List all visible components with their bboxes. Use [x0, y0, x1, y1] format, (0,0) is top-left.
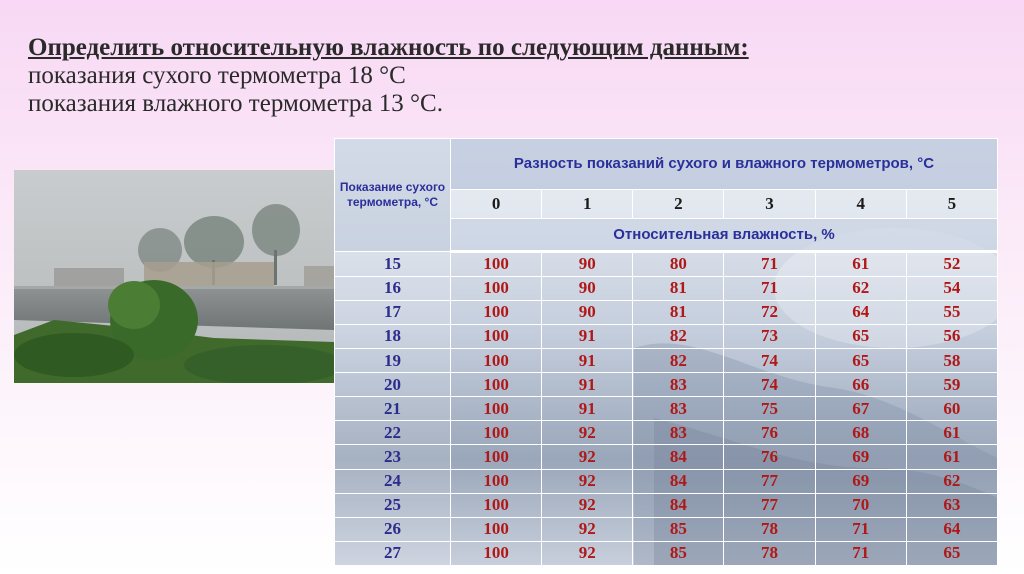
humidity-value-cell: 69: [815, 469, 906, 493]
humidity-value-cell: 68: [815, 421, 906, 445]
table-row: [335, 517, 998, 541]
humidity-value-cell: 90: [542, 251, 633, 276]
wet-thermometer-reading: показания влажного термометра 13 °С.: [28, 90, 443, 117]
humidity-value-cell: 80: [633, 251, 724, 276]
humidity-value-cell: 56: [906, 324, 997, 348]
difference-header: Разность показаний сухого и влажного термометров, °С: [451, 139, 998, 190]
humidity-value-cell: 77: [724, 469, 815, 493]
humidity-value-cell: 81: [633, 276, 724, 300]
humidity-value-cell: 59: [906, 373, 997, 397]
dry-temperature-cell: 15: [335, 251, 451, 276]
humidity-value-cell: 100: [451, 373, 542, 397]
humidity-value-cell: 74: [724, 373, 815, 397]
diff-value-1: 1: [542, 190, 633, 219]
humidity-value-cell: 61: [906, 421, 997, 445]
humidity-value-cell: 63: [906, 493, 997, 517]
humidity-value-cell: 100: [451, 276, 542, 300]
humidity-value-cell: 100: [451, 445, 542, 469]
humidity-value-cell: 65: [815, 348, 906, 372]
humidity-value-cell: 82: [633, 324, 724, 348]
humidity-value-cell: 74: [724, 348, 815, 372]
humidity-value-cell: 100: [451, 348, 542, 372]
humidity-value-cell: 100: [451, 541, 542, 565]
humidity-value-cell: 83: [633, 397, 724, 421]
humidity-value-cell: 92: [542, 493, 633, 517]
humidity-value-cell: 60: [906, 397, 997, 421]
humidity-value-cell: 71: [815, 517, 906, 541]
humidity-value-cell: 100: [451, 324, 542, 348]
humidity-value-cell: 62: [815, 276, 906, 300]
humidity-value-cell: 65: [815, 324, 906, 348]
humidity-value-cell: 100: [451, 300, 542, 324]
dry-temperature-cell: 17: [335, 300, 451, 324]
humidity-value-cell: 92: [542, 517, 633, 541]
diff-value-0: 0: [451, 190, 542, 219]
humidity-value-cell: 91: [542, 397, 633, 421]
humidity-value-cell: 92: [542, 421, 633, 445]
table-row: [335, 276, 998, 300]
humidity-value-cell: 66: [815, 373, 906, 397]
humidity-value-cell: 83: [633, 373, 724, 397]
humidity-value-cell: 54: [906, 276, 997, 300]
dry-temperature-cell: 25: [335, 493, 451, 517]
dry-temperature-cell: 27: [335, 541, 451, 565]
dry-temperature-cell: 18: [335, 324, 451, 348]
humidity-value-cell: 65: [906, 541, 997, 565]
humidity-value-cell: 61: [815, 251, 906, 276]
humidity-value-cell: 100: [451, 517, 542, 541]
humidity-value-cell: 71: [815, 541, 906, 565]
dry-thermometer-header: Показание сухого термометра, °С: [335, 139, 451, 252]
humidity-value-cell: 75: [724, 397, 815, 421]
humidity-value-cell: 84: [633, 469, 724, 493]
dry-temperature-cell: 24: [335, 469, 451, 493]
humidity-value-cell: 71: [724, 276, 815, 300]
diff-value-4: 4: [815, 190, 906, 219]
table-row: [335, 541, 998, 565]
humidity-value-cell: 62: [906, 469, 997, 493]
humidity-value-cell: 52: [906, 251, 997, 276]
relative-humidity-header: Относительная влажность, %: [451, 219, 998, 251]
diff-value-5: 5: [906, 190, 997, 219]
table-row: [335, 348, 998, 372]
dry-temperature-cell: 20: [335, 373, 451, 397]
humidity-value-cell: 71: [724, 251, 815, 276]
humidity-value-cell: 70: [815, 493, 906, 517]
table-row: [335, 397, 998, 421]
humidity-value-cell: 100: [451, 493, 542, 517]
dry-thermometer-reading: показания сухого термометра 18 °С: [28, 62, 406, 89]
humidity-value-cell: 77: [724, 493, 815, 517]
foggy-landscape-image: [14, 170, 334, 383]
humidity-value-cell: 100: [451, 251, 542, 276]
humidity-value-cell: 72: [724, 300, 815, 324]
humidity-value-cell: 73: [724, 324, 815, 348]
table-row: [335, 445, 998, 469]
dry-temperature-cell: 21: [335, 397, 451, 421]
humidity-value-cell: 92: [542, 445, 633, 469]
humidity-value-cell: 78: [724, 517, 815, 541]
humidity-value-cell: 84: [633, 445, 724, 469]
humidity-value-cell: 83: [633, 421, 724, 445]
diff-value-3: 3: [724, 190, 815, 219]
humidity-value-cell: 55: [906, 300, 997, 324]
diff-value-2: 2: [633, 190, 724, 219]
humidity-value-cell: 82: [633, 348, 724, 372]
humidity-value-cell: 92: [542, 469, 633, 493]
humidity-value-cell: 100: [451, 421, 542, 445]
task-text: [28, 34, 988, 118]
humidity-value-cell: 64: [815, 300, 906, 324]
humidity-value-cell: 91: [542, 373, 633, 397]
humidity-value-cell: 64: [906, 517, 997, 541]
dry-temperature-cell: 22: [335, 421, 451, 445]
humidity-value-cell: 67: [815, 397, 906, 421]
humidity-value-cell: 92: [542, 541, 633, 565]
humidity-table: [334, 138, 998, 566]
humidity-value-cell: 85: [633, 517, 724, 541]
humidity-value-cell: 91: [542, 324, 633, 348]
humidity-value-cell: 69: [815, 445, 906, 469]
dry-temperature-cell: 16: [335, 276, 451, 300]
table-row: [335, 251, 998, 276]
humidity-value-cell: 78: [724, 541, 815, 565]
dry-temperature-cell: 19: [335, 348, 451, 372]
humidity-value-cell: 58: [906, 348, 997, 372]
humidity-value-cell: 81: [633, 300, 724, 324]
humidity-value-cell: 61: [906, 445, 997, 469]
table-row: [335, 373, 998, 397]
dry-temperature-cell: 23: [335, 445, 451, 469]
table-row: [335, 469, 998, 493]
humidity-value-cell: 84: [633, 493, 724, 517]
table-row: [335, 300, 998, 324]
humidity-value-cell: 76: [724, 421, 815, 445]
table-row: [335, 493, 998, 517]
task-title: Определить относительную влажность по следующим данным:: [28, 34, 749, 61]
table-row: [335, 324, 998, 348]
table-row: [335, 421, 998, 445]
dry-temperature-cell: 26: [335, 517, 451, 541]
humidity-value-cell: 85: [633, 541, 724, 565]
humidity-value-cell: 76: [724, 445, 815, 469]
humidity-value-cell: 100: [451, 397, 542, 421]
humidity-value-cell: 91: [542, 348, 633, 372]
humidity-value-cell: 90: [542, 276, 633, 300]
humidity-value-cell: 90: [542, 300, 633, 324]
humidity-value-cell: 100: [451, 469, 542, 493]
